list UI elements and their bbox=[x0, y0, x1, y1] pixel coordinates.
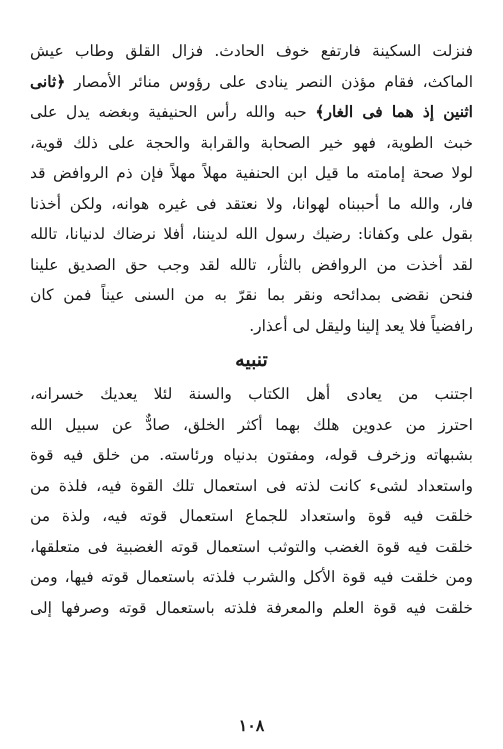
text-line: لولا صحة إمامته ما قيل ابن الحنفية مهلاً مهلاً فإن ذم الروافض قد bbox=[30, 164, 473, 182]
text-line: لقد أخذت من الروافض بالثأر، تالله لقد وجب حق الصديق علينا bbox=[30, 255, 473, 274]
quran-quote-end: اثنين إذ هما فى الغار﴾ bbox=[315, 102, 473, 121]
text-line bbox=[30, 97, 473, 128]
text-line-part: حبه والله رأس الحنيفية وبغضه يدل على bbox=[30, 103, 307, 121]
page-number: ١٠٨ bbox=[238, 716, 265, 735]
text-line: احترز من عدوين هلك بهما أكثر الخلق، صادٌّ عن سبيل الله bbox=[30, 415, 473, 434]
text-line: خلقت فيه قوة العلم والمعرفة فلذته باستعمال قوته وصرفها إلى bbox=[30, 598, 473, 617]
book-page bbox=[30, 36, 473, 729]
text-line: فار، والله ما أحببناه لهوانا، ولا نعتقد فى غيره هوانه، ولكن أخذنا bbox=[30, 194, 473, 213]
section-heading: تنبيه bbox=[235, 349, 268, 371]
text-line: ومن خلقت فيه قوة الأكل والشرب فلذته باستعمال قوته فيها، ومن bbox=[30, 568, 473, 586]
text-line: بشبهاته وزخرف قوله، ومفتون بدنياه ورئاسته. من خلق فيه قوة bbox=[30, 446, 473, 464]
paragraph-1 bbox=[30, 36, 473, 341]
text-line: بقول على وكفانا: رضيك رسول الله لديننا، أفلا نرضاك لدنيانا، تالله bbox=[30, 225, 473, 243]
quran-quote-start: ﴿ثانى bbox=[30, 71, 66, 91]
text-line bbox=[30, 67, 473, 98]
text-line: خلقت فيه قوة الغضب والتوثب استعمال قوته الغضبية فى متعلقها، bbox=[30, 537, 473, 556]
text-line: خبث الطوية، فهو خير الصحابة والقرابة والحجة على ذلك قوية، bbox=[30, 133, 473, 152]
text-line: واستعداد لشىء كانت لذته فى استعمال تلك القوة فيه، فلذة من bbox=[30, 476, 473, 495]
text-line: اجتنب من يعادى أهل الكتاب والسنة لئلا يعديك خسرانه، bbox=[30, 385, 473, 403]
paragraph-2 bbox=[30, 379, 473, 623]
text-line: فنزلت السكينة فارتفع خوف الحادث. فزال القلق وطاب عيش bbox=[30, 42, 473, 60]
text-line: رافضياً فلا يعد إلينا وليقل لى أعذار. bbox=[249, 316, 473, 335]
text-line: فنحن نقضى بمدائحه ونقر بما نقرّ به من السنى عيناً فمن كان bbox=[30, 286, 473, 304]
text-line: خلقت فيه قوة واستعداد للجماع استعمال قوته فيه، ولذة من bbox=[30, 507, 473, 525]
text-line-part: الماكث، فقام مؤذن النصر ينادى على رؤوس منائر الأمصار bbox=[74, 72, 473, 91]
